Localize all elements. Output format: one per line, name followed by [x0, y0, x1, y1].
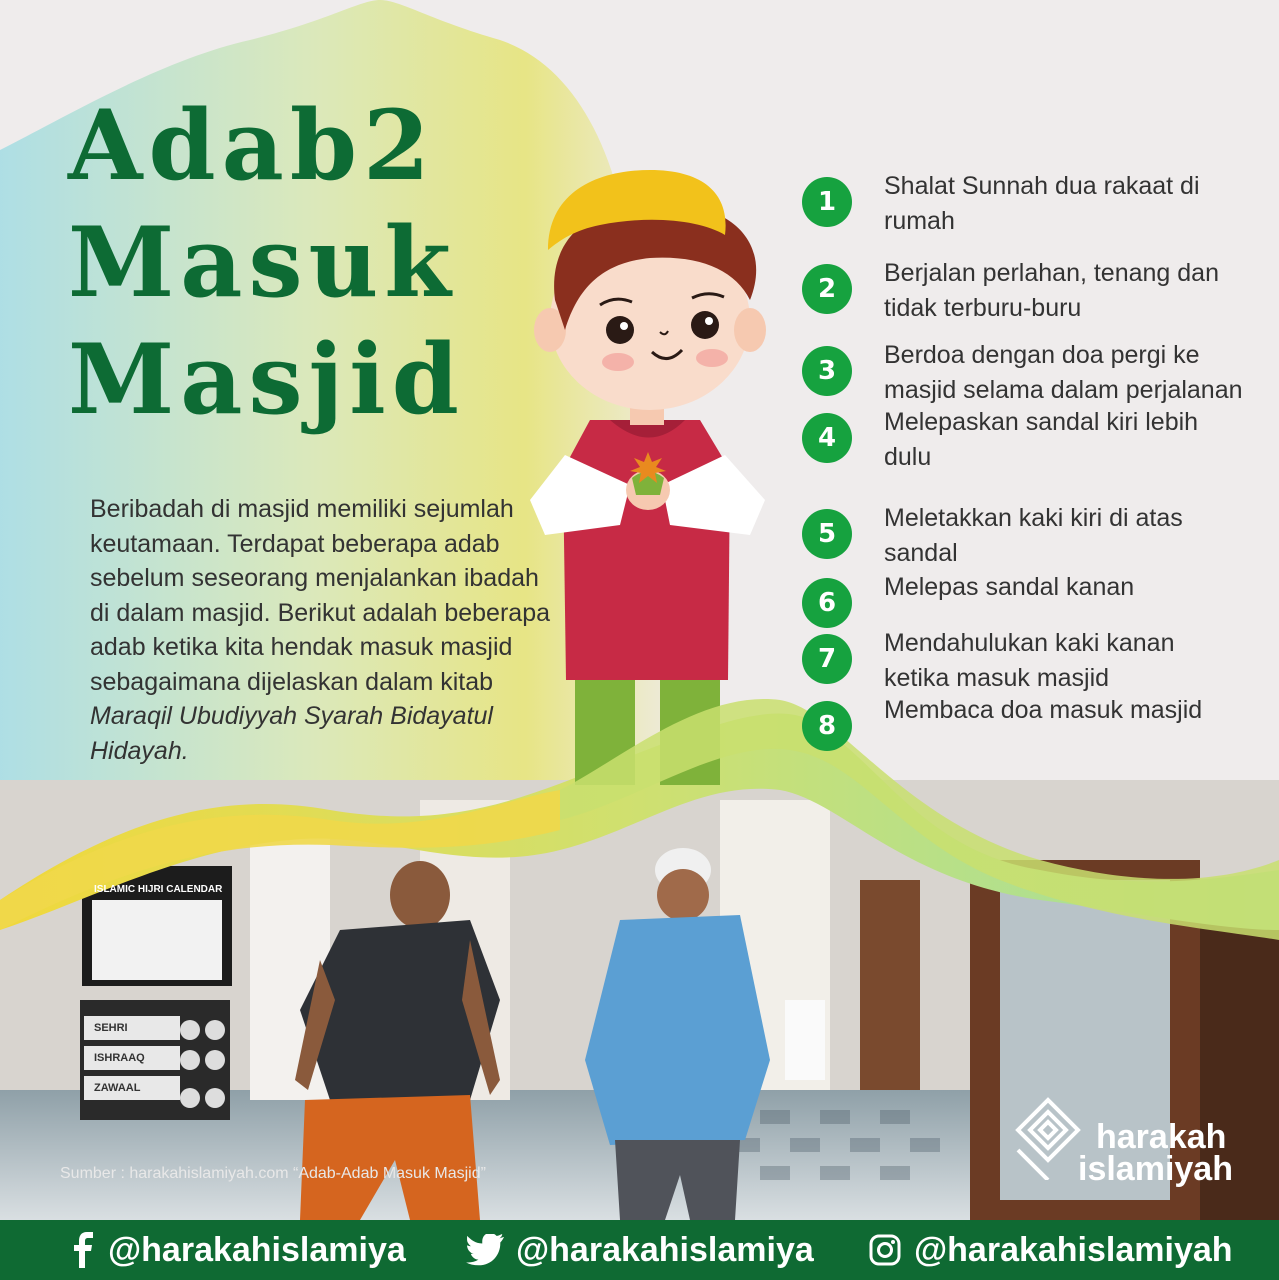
intro-paragraph: [90, 492, 560, 768]
title-line-1: Adab2: [68, 89, 436, 202]
step-text: Meletakkan kaki kiri di atas sandal: [884, 504, 1183, 567]
source-caption: Sumber : harakahislamiyah.com “Adab-Adab Masuk Masjid”: [60, 1165, 486, 1182]
facebook-icon: [72, 1232, 96, 1268]
title-line-2: Masuk: [68, 206, 457, 319]
step-number: 3: [802, 346, 852, 396]
step-text: Melepas sandal kanan: [884, 573, 1135, 601]
step-text: Shalat Sunnah dua rakaat di rumah: [884, 172, 1200, 235]
social-facebook[interactable]: [72, 1220, 406, 1280]
board-label-zawaal: ZAWAAL: [94, 1082, 141, 1094]
twitter-handle: @harakahislamiya: [516, 1230, 814, 1269]
brand-name-line1: harakah: [1096, 1118, 1227, 1156]
intro-book-title: Maraqil Ubudiyyah Syarah Bidayatul Hidayah.: [90, 702, 493, 765]
step-number: 7: [802, 634, 852, 684]
board-label-sehri: SEHRI: [94, 1022, 128, 1034]
step-number: 8: [802, 701, 852, 751]
step-number: 1: [802, 177, 852, 227]
social-twitter[interactable]: [466, 1220, 814, 1280]
facebook-handle: @harakahislamiya: [108, 1230, 406, 1269]
instagram-handle: @harakahislamiyah: [914, 1230, 1233, 1269]
step-number: 6: [802, 578, 852, 628]
brand-mark-icon: [1008, 1090, 1088, 1180]
step-number: 4: [802, 413, 852, 463]
twitter-icon: [466, 1234, 504, 1266]
brand-logo: [1008, 1090, 1248, 1190]
calendar-title: ISLAMIC HIJRI CALENDAR: [94, 884, 223, 895]
step-number: 2: [802, 264, 852, 314]
title-line-3: Masjid: [68, 323, 465, 436]
step-text: Berdoa dengan doa pergi ke masjid selama dalam perjalanan: [884, 341, 1243, 404]
step-text: Melepaskan sandal kiri lebih dulu: [884, 408, 1199, 471]
step-text: Membaca doa masuk masjid: [884, 696, 1203, 724]
board-label-ishraaq: ISHRAAQ: [94, 1052, 145, 1064]
social-instagram[interactable]: [868, 1220, 1233, 1280]
step-number: 5: [802, 509, 852, 559]
instagram-icon: [868, 1233, 902, 1267]
brand-name-line2: islamiyah: [1078, 1150, 1233, 1188]
intro-text: Beribadah di masjid memiliki sejumlah keutamaan. Terdapat beberapa adab sebelum seseorang menjalankan ibadah di dalam masjid. Berikut adalah beberapa adab ketika kita hendak masuk masjid sebagaimana dijelaskan dalam kitab: [90, 495, 550, 696]
social-footer: [0, 1220, 1279, 1280]
step-text: Berjalan perlahan, tenang dan tidak terburu-buru: [884, 259, 1219, 322]
step-text: Mendahulukan kaki kanan ketika masuk masjid: [884, 629, 1175, 692]
